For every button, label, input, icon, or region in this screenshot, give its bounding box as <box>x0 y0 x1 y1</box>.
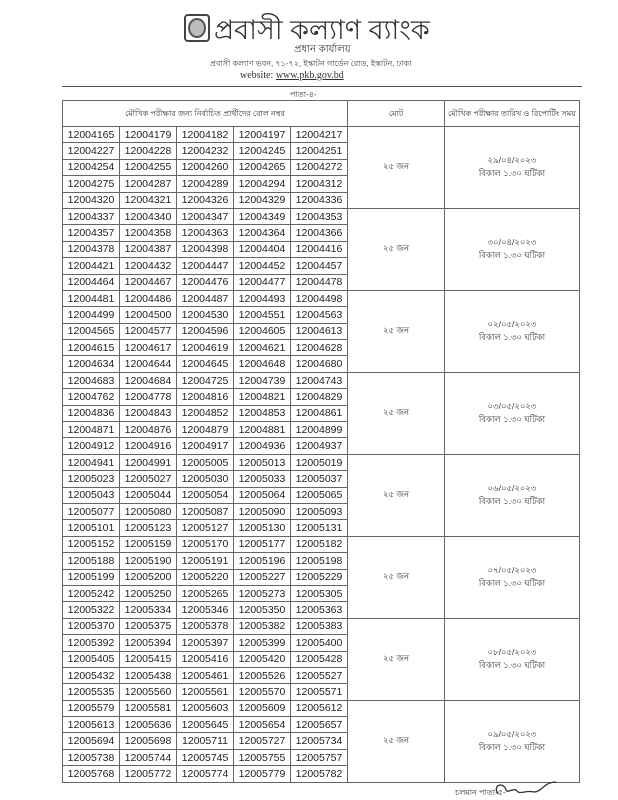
roll-number-cell: 12004487 <box>177 290 234 306</box>
roll-number-cell: 12005711 <box>177 733 234 749</box>
roll-number-cell: 12004265 <box>234 159 291 175</box>
roll-number-cell: 12004336 <box>291 192 348 208</box>
roll-number-cell: 12005199 <box>63 569 120 585</box>
roll-number-cell: 12004881 <box>234 422 291 438</box>
roll-number-cell: 12004245 <box>234 143 291 159</box>
roll-number-cell: 12005250 <box>120 585 177 601</box>
roll-number-cell: 12005603 <box>177 700 234 716</box>
roll-number-cell: 12005432 <box>63 667 120 683</box>
interview-date: ২৯/০৪/২০২৩ <box>487 155 537 166</box>
bank-name-title: প্রবাসী কল্যাণ ব্যাংক <box>214 15 430 45</box>
roll-number-cell: 12005755 <box>234 749 291 765</box>
roll-number-cell: 12005438 <box>120 667 177 683</box>
roll-number-cell: 12005570 <box>234 684 291 700</box>
interview-date: ০৩/০৫/২০২৩ <box>487 401 537 412</box>
roll-number-cell: 12004275 <box>63 176 120 192</box>
roll-number-cell: 12004778 <box>120 389 177 405</box>
group-total-cell: ২৫ জন <box>348 700 445 782</box>
reporting-time: বিকাল ১.৩০ ঘটিকা <box>478 660 546 671</box>
roll-number-cell: 12005123 <box>120 520 177 536</box>
roll-number-cell: 12004725 <box>177 372 234 388</box>
roll-number-cell: 12004477 <box>234 274 291 290</box>
signature-icon <box>490 778 560 800</box>
roll-number-cell: 12004615 <box>63 340 120 356</box>
roll-number-cell: 12004821 <box>234 389 291 405</box>
roll-number-cell: 12004251 <box>291 143 348 159</box>
header-divider <box>62 86 582 87</box>
roll-number-cell: 12004500 <box>120 307 177 323</box>
roll-number-cell: 12005019 <box>291 454 348 470</box>
roll-number-cell: 12004937 <box>291 438 348 454</box>
table-row <box>63 618 580 634</box>
roll-number-cell: 12005779 <box>234 766 291 782</box>
roll-number-cell: 12005177 <box>234 536 291 552</box>
roll-number-cell: 12004577 <box>120 323 177 339</box>
next-page-note: চলমান পাতা-৫- <box>455 788 506 797</box>
reporting-time: বিকাল ১.৩০ ঘটিকা <box>478 742 546 753</box>
roll-number-cell: 12004387 <box>120 241 177 257</box>
roll-number-cell: 12005461 <box>177 667 234 683</box>
roll-number-cell: 12005772 <box>120 766 177 782</box>
roll-number-cell: 12004916 <box>120 438 177 454</box>
roll-number-cell: 12005363 <box>291 602 348 618</box>
interview-date: ০৯/০৫/২০২৩ <box>487 729 537 740</box>
roll-number-cell: 12004165 <box>63 127 120 143</box>
roll-number-cell: 12005636 <box>120 717 177 733</box>
roll-number-cell: 12005242 <box>63 585 120 601</box>
roll-number-cell: 12004363 <box>177 225 234 241</box>
head-office-subtitle: প্রধান কার্যালয় <box>294 44 351 55</box>
website-link[interactable]: www.pkb.gov.bd <box>275 70 344 81</box>
date-column-header: মৌখিক পরীক্ষার তারিখ ও রিপোর্টিং সময় <box>445 101 580 127</box>
roll-number-cell: 12004260 <box>177 159 234 175</box>
roll-number-cell: 12004829 <box>291 389 348 405</box>
group-total-cell: ২৫ জন <box>348 208 445 290</box>
roll-number-cell: 12004464 <box>63 274 120 290</box>
roll-number-cell: 12004743 <box>291 372 348 388</box>
roll-number-cell: 12004347 <box>177 208 234 224</box>
roll-number-cell: 12005612 <box>291 700 348 716</box>
roll-number-cell: 12005428 <box>291 651 348 667</box>
roll-number-cell: 12005090 <box>234 503 291 519</box>
roll-number-cell: 12005220 <box>177 569 234 585</box>
roll-number-cell: 12004255 <box>120 159 177 175</box>
roll-number-cell: 12005198 <box>291 553 348 569</box>
roll-number-cell: 12005005 <box>177 454 234 470</box>
table-row <box>63 536 580 552</box>
roll-number-cell: 12005080 <box>120 503 177 519</box>
roll-number-cell: 12004645 <box>177 356 234 372</box>
roll-number-cell: 12004289 <box>177 176 234 192</box>
interview-date-cell <box>445 618 580 700</box>
reporting-time: বিকাল ১.৩০ ঘটিকা <box>478 414 546 425</box>
roll-number-cell: 12004680 <box>291 356 348 372</box>
roll-number-cell: 12004684 <box>120 372 177 388</box>
roll-number-cell: 12005037 <box>291 471 348 487</box>
roll-number-cell: 12004358 <box>120 225 177 241</box>
reporting-time: বিকাল ১.৩০ ঘটিকা <box>478 578 546 589</box>
roll-number-cell: 12005023 <box>63 471 120 487</box>
roll-number-cell: 12004648 <box>234 356 291 372</box>
group-total-cell: ২৫ জন <box>348 454 445 536</box>
roll-number-cell: 12004432 <box>120 258 177 274</box>
roll-number-cell: 12005170 <box>177 536 234 552</box>
interview-date-cell <box>445 208 580 290</box>
roll-number-cell: 12004457 <box>291 258 348 274</box>
roll-number-cell: 12005392 <box>63 635 120 651</box>
roll-number-cell: 12005043 <box>63 487 120 503</box>
roll-number-cell: 12004357 <box>63 225 120 241</box>
roll-number-cell: 12005382 <box>234 618 291 634</box>
website-line <box>240 70 344 81</box>
roll-number-cell: 12005227 <box>234 569 291 585</box>
roll-number-cell: 12004912 <box>63 438 120 454</box>
roll-number-cell: 12005064 <box>234 487 291 503</box>
reporting-time: বিকাল ১.৩০ ঘটিকা <box>478 332 546 343</box>
interview-date: ০২/০৫/২০২৩ <box>487 319 537 330</box>
table-row <box>63 700 580 716</box>
roll-number-cell: 12004499 <box>63 307 120 323</box>
roll-number-cell: 12004498 <box>291 290 348 306</box>
roll-number-cell: 12004852 <box>177 405 234 421</box>
roll-number-cell: 12004739 <box>234 372 291 388</box>
interview-date-cell <box>445 454 580 536</box>
roll-number-cell: 12005152 <box>63 536 120 552</box>
roll-number-cell: 12005265 <box>177 585 234 601</box>
roll-number-cell: 12004197 <box>234 127 291 143</box>
roll-number-cell: 12004917 <box>177 438 234 454</box>
roll-number-cell: 12005196 <box>234 553 291 569</box>
roll-number-cell: 12004621 <box>234 340 291 356</box>
roll-number-cell: 12005159 <box>120 536 177 552</box>
roll-number-cell: 12004644 <box>120 356 177 372</box>
roll-number-cell: 12004876 <box>120 422 177 438</box>
roll-number-cell: 12004816 <box>177 389 234 405</box>
roll-number-cell: 12005405 <box>63 651 120 667</box>
roll-number-cell: 12004991 <box>120 454 177 470</box>
interview-date-cell <box>445 700 580 782</box>
roll-number-cell: 12004563 <box>291 307 348 323</box>
roll-number-cell: 12005579 <box>63 700 120 716</box>
roll-number-cell: 12004312 <box>291 176 348 192</box>
roll-number-cell: 12004836 <box>63 405 120 421</box>
roll-number-cell: 12004853 <box>234 405 291 421</box>
group-total-cell: ২৫ জন <box>348 536 445 618</box>
roll-number-cell: 12005188 <box>63 553 120 569</box>
table-row <box>63 454 580 470</box>
roll-number-cell: 12004329 <box>234 192 291 208</box>
roll-number-cell: 12004605 <box>234 323 291 339</box>
roll-number-cell: 12005727 <box>234 733 291 749</box>
roll-number-cell: 12004762 <box>63 389 120 405</box>
roll-number-cell: 12005738 <box>63 749 120 765</box>
roll-number-cell: 12005383 <box>291 618 348 634</box>
interview-date-cell <box>445 372 580 454</box>
roll-number-cell: 12005527 <box>291 667 348 683</box>
roll-number-cell: 12005273 <box>234 585 291 601</box>
table-row <box>63 127 580 143</box>
roll-number-cell: 12004478 <box>291 274 348 290</box>
roll-number-cell: 12004254 <box>63 159 120 175</box>
roll-number-cell: 12005065 <box>291 487 348 503</box>
roll-number-cell: 12005378 <box>177 618 234 634</box>
roll-number-cell: 12005613 <box>63 717 120 733</box>
roll-number-cell: 12005229 <box>291 569 348 585</box>
roll-number-cell: 12004447 <box>177 258 234 274</box>
roll-number-cell: 12005087 <box>177 503 234 519</box>
roll-column-header: মৌখিক পরীক্ষার জন্য নির্বাচিত প্রার্থীদের রোল নম্বর <box>63 101 348 127</box>
roll-number-cell: 12005416 <box>177 651 234 667</box>
roll-number-table <box>62 100 580 783</box>
roll-number-cell: 12004619 <box>177 340 234 356</box>
roll-number-cell: 12005535 <box>63 684 120 700</box>
roll-number-cell: 12004481 <box>63 290 120 306</box>
roll-number-cell: 12004179 <box>120 127 177 143</box>
interview-date: ০৭/০৫/২০২৩ <box>487 565 537 576</box>
roll-number-cell: 12005375 <box>120 618 177 634</box>
roll-number-cell: 12005182 <box>291 536 348 552</box>
roll-number-cell: 12005768 <box>63 766 120 782</box>
roll-number-cell: 12005346 <box>177 602 234 618</box>
roll-number-cell: 12004287 <box>120 176 177 192</box>
table-row <box>63 290 580 306</box>
roll-number-cell: 12004340 <box>120 208 177 224</box>
roll-number-cell: 12004899 <box>291 422 348 438</box>
roll-number-cell: 12004843 <box>120 405 177 421</box>
roll-number-cell: 12005191 <box>177 553 234 569</box>
roll-number-cell: 12005013 <box>234 454 291 470</box>
roll-number-cell: 12005101 <box>63 520 120 536</box>
roll-number-cell: 12005200 <box>120 569 177 585</box>
roll-number-cell: 12005698 <box>120 733 177 749</box>
roll-number-cell: 12005581 <box>120 700 177 716</box>
roll-number-cell: 12005044 <box>120 487 177 503</box>
roll-number-cell: 12005744 <box>120 749 177 765</box>
roll-number-cell: 12005394 <box>120 635 177 651</box>
roll-number-cell: 12005400 <box>291 635 348 651</box>
roll-number-cell: 12004294 <box>234 176 291 192</box>
roll-number-cell: 12004452 <box>234 258 291 274</box>
roll-number-cell: 12005093 <box>291 503 348 519</box>
roll-number-cell: 12005526 <box>234 667 291 683</box>
roll-number-cell: 12004617 <box>120 340 177 356</box>
roll-number-cell: 12005033 <box>234 471 291 487</box>
group-total-cell: ২৫ জন <box>348 290 445 372</box>
table-header-row <box>63 101 580 127</box>
roll-number-cell: 12005370 <box>63 618 120 634</box>
roll-number-cell: 12005609 <box>234 700 291 716</box>
roll-number-cell: 12005131 <box>291 520 348 536</box>
roll-number-cell: 12004321 <box>120 192 177 208</box>
roll-number-cell: 12004941 <box>63 454 120 470</box>
roll-number-cell: 12004227 <box>63 143 120 159</box>
roll-number-cell: 12004353 <box>291 208 348 224</box>
roll-number-cell: 12004493 <box>234 290 291 306</box>
roll-number-cell: 12004683 <box>63 372 120 388</box>
roll-number-cell: 12005657 <box>291 717 348 733</box>
roll-number-cell: 12004217 <box>291 127 348 143</box>
office-address: প্রবাসী কল্যাণ ভবন, ৭১-৭২, ইস্কাটন গার্ডেন রোড, ইস্কাটন, ঢাকা <box>210 59 412 68</box>
roll-number-cell: 12004182 <box>177 127 234 143</box>
table-row <box>63 208 580 224</box>
roll-number-cell: 12005190 <box>120 553 177 569</box>
roll-number-cell: 12005030 <box>177 471 234 487</box>
roll-number-cell: 12004364 <box>234 225 291 241</box>
roll-number-cell: 12004596 <box>177 323 234 339</box>
roll-number-cell: 12005420 <box>234 651 291 667</box>
page-number: পাতা-৪- <box>290 90 317 99</box>
roll-number-cell: 12004565 <box>63 323 120 339</box>
roll-number-cell: 12005734 <box>291 733 348 749</box>
roll-number-cell: 12004272 <box>291 159 348 175</box>
roll-number-cell: 12005397 <box>177 635 234 651</box>
roll-number-cell: 12005077 <box>63 503 120 519</box>
roll-number-cell: 12005027 <box>120 471 177 487</box>
roll-number-cell: 12005782 <box>291 766 348 782</box>
roll-number-cell: 12004349 <box>234 208 291 224</box>
roll-number-cell: 12004337 <box>63 208 120 224</box>
roll-number-cell: 12004228 <box>120 143 177 159</box>
table-row <box>63 372 580 388</box>
bank-logo-icon <box>184 14 210 42</box>
roll-number-cell: 12005334 <box>120 602 177 618</box>
roll-number-cell: 12004879 <box>177 422 234 438</box>
group-total-cell: ২৫ জন <box>348 372 445 454</box>
roll-number-cell: 12004476 <box>177 274 234 290</box>
roll-number-cell: 12005054 <box>177 487 234 503</box>
roll-number-cell: 12005127 <box>177 520 234 536</box>
roll-number-cell: 12004634 <box>63 356 120 372</box>
roll-number-cell: 12005415 <box>120 651 177 667</box>
roll-number-cell: 12005774 <box>177 766 234 782</box>
roll-number-cell: 12005399 <box>234 635 291 651</box>
interview-date: ০৬/০৫/২০২৩ <box>487 483 537 494</box>
total-column-header: মোট <box>348 101 445 127</box>
roll-number-cell: 12005560 <box>120 684 177 700</box>
interview-date-cell <box>445 127 580 209</box>
roll-number-cell: 12004366 <box>291 225 348 241</box>
roll-number-cell: 12004404 <box>234 241 291 257</box>
roll-number-cell: 12004232 <box>177 143 234 159</box>
reporting-time: বিকাল ১.৩০ ঘটিকা <box>478 496 546 507</box>
roll-number-cell: 12004613 <box>291 323 348 339</box>
roll-number-cell: 12005350 <box>234 602 291 618</box>
interview-date-cell <box>445 536 580 618</box>
roll-number-cell: 12005571 <box>291 684 348 700</box>
website-label: website: <box>240 70 274 81</box>
roll-number-cell: 12004378 <box>63 241 120 257</box>
reporting-time: বিকাল ১.৩০ ঘটিকা <box>478 250 546 261</box>
roll-number-cell: 12004486 <box>120 290 177 306</box>
roll-number-cell: 12004936 <box>234 438 291 454</box>
roll-number-cell: 12005694 <box>63 733 120 749</box>
roll-number-cell: 12004861 <box>291 405 348 421</box>
roll-number-cell: 12005305 <box>291 585 348 601</box>
roll-number-cell: 12005654 <box>234 717 291 733</box>
roll-number-cell: 12005130 <box>234 520 291 536</box>
group-total-cell: ২৫ জন <box>348 618 445 700</box>
interview-date: ০৮/০৫/২০২৩ <box>487 647 537 658</box>
roll-number-cell: 12004551 <box>234 307 291 323</box>
interview-date-cell <box>445 290 580 372</box>
roll-number-cell: 12005645 <box>177 717 234 733</box>
roll-number-cell: 12004628 <box>291 340 348 356</box>
roll-number-cell: 12004416 <box>291 241 348 257</box>
group-total-cell: ২৫ জন <box>348 127 445 209</box>
roll-number-cell: 12005757 <box>291 749 348 765</box>
roll-number-cell: 12004320 <box>63 192 120 208</box>
roll-number-cell: 12004530 <box>177 307 234 323</box>
reporting-time: বিকাল ১.৩০ ঘটিকা <box>478 168 546 179</box>
roll-number-cell: 12004421 <box>63 258 120 274</box>
roll-number-cell: 12004398 <box>177 241 234 257</box>
roll-number-cell: 12004326 <box>177 192 234 208</box>
roll-number-cell: 12005561 <box>177 684 234 700</box>
roll-number-cell: 12005745 <box>177 749 234 765</box>
interview-date: ৩০/০৪/২০২৩ <box>487 237 537 248</box>
roll-number-cell: 12004467 <box>120 274 177 290</box>
roll-number-cell: 12004871 <box>63 422 120 438</box>
roll-number-cell: 12005322 <box>63 602 120 618</box>
